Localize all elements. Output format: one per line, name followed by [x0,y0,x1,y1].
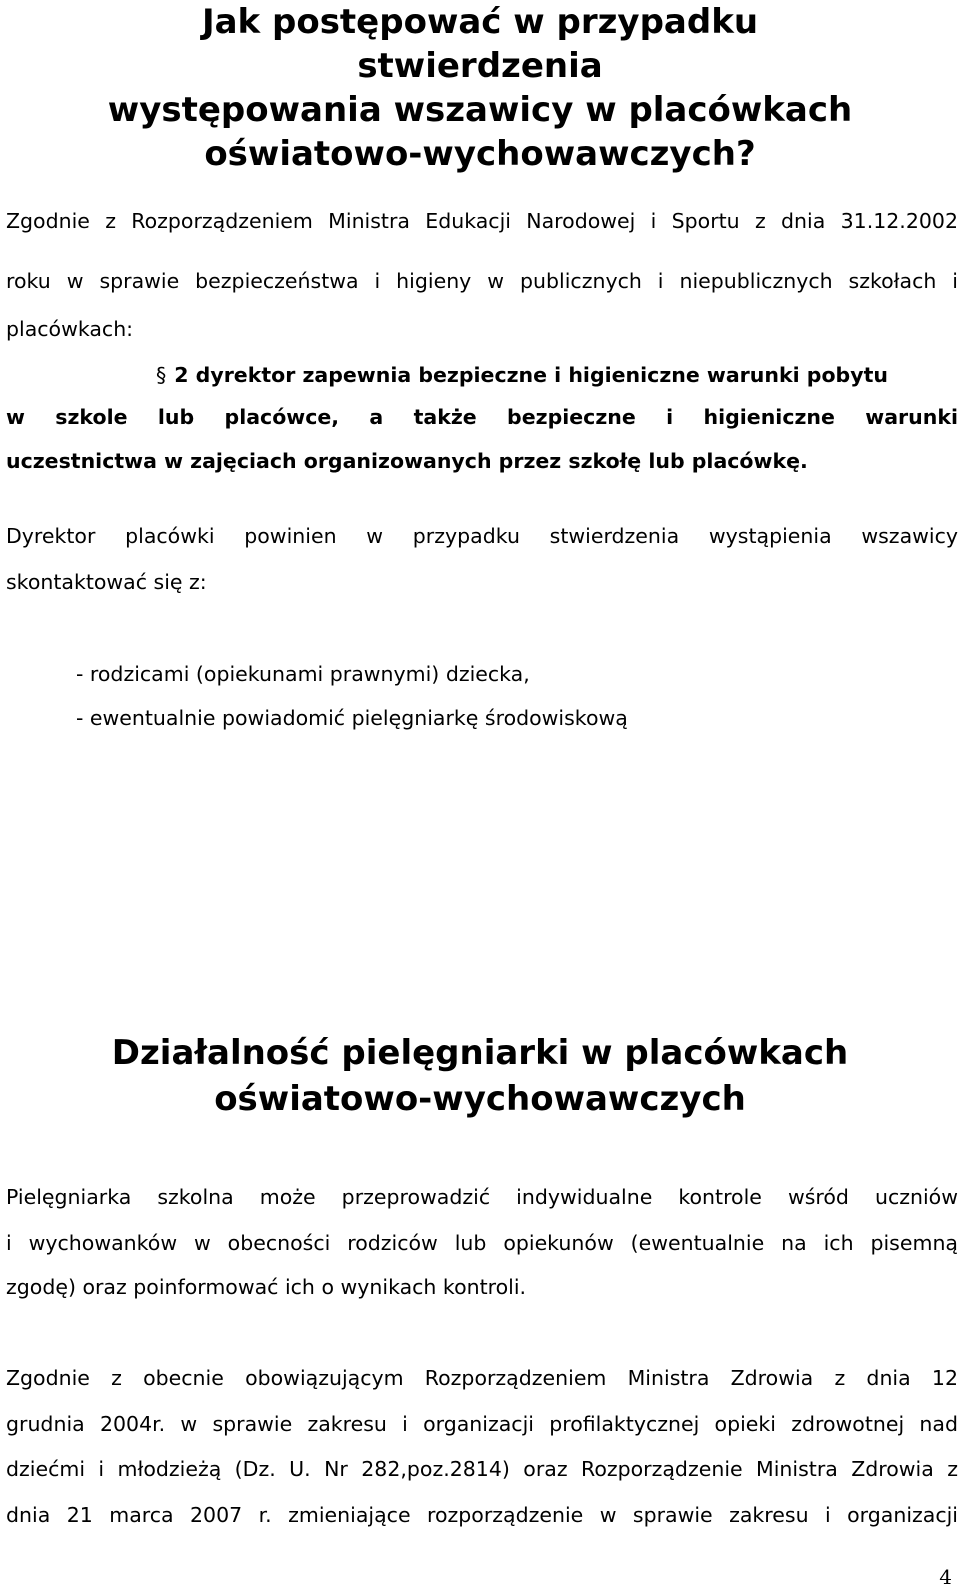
intro-line-2: roku w sprawie bezpieczeństwa i higieny w publicznych i niepublicznych szkołach i [6,269,958,293]
regulation-paragraph-line-1: Zgodnie z obecnie obowiązującym Rozporządzeniem Ministra Zdrowia z dnia 12 [6,1366,958,1390]
section-sign-icon: § [156,363,167,387]
main-heading-line-3: oświatowo-wychowawczych? [204,134,756,174]
regulation-paragraph-line-4: dnia 21 marca 2007 r. zmieniające rozporządzenie w sprawie zakresu i organizacji [6,1503,958,1527]
intro-line-1: Zgodnie z Rozporządzeniem Ministra Edukacji Narodowej i Sportu z dnia 31.12.2002 [6,209,958,233]
regulation-paragraph-line-2: grudnia 2004r. w sprawie zakresu i organizacji profilaktycznej opieki zdrowotnej nad [6,1412,958,1436]
nurse-paragraph-line-1: Pielęgniarka szkolna może przeprowadzić indywidualne kontrole wśród uczniów [6,1185,958,1209]
main-heading-line-1: Jak postępować w przypadku stwierdzenia [201,2,759,86]
contact-item-nurse: - ewentualnie powiadomić pielęgniarkę środowiskową [76,706,628,730]
intro-line-3: placówkach: [6,317,134,341]
page-number: 4 [939,1565,952,1589]
nurse-section-heading [80,1030,880,1122]
nurse-section-heading-line-2: oświatowo-wychowawczych [214,1079,746,1119]
regulation-quote-line-3: uczestnictwa w zajęciach organizowanych przez szkołę lub placówkę. [6,449,808,473]
regulation-quote-text-1: 2 dyrektor zapewnia bezpieczne i higieniczne warunki pobytu [174,363,888,387]
regulation-quote-line-1 [156,360,956,390]
director-paragraph-line-1: Dyrektor placówki powinien w przypadku stwierdzenia wystąpienia wszawicy [6,524,958,548]
contact-item-parents: - rodzicami (opiekunami prawnymi) dziecka, [76,662,530,686]
main-heading-line-2: występowania wszawicy w placówkach [107,90,853,130]
main-heading [80,0,880,176]
regulation-paragraph-line-3: dziećmi i młodzieżą (Dz. U. Nr 282,poz.2814) oraz Rozporządzenie Ministra Zdrowia z [6,1457,958,1481]
nurse-paragraph-line-2: i wychowanków w obecności rodziców lub opiekunów (ewentualnie na ich pisemną [6,1231,958,1255]
nurse-section-heading-line-1: Działalność pielęgniarki w placówkach [111,1033,849,1073]
director-paragraph-line-2: skontaktować się z: [6,570,207,594]
regulation-quote-line-2: w szkole lub placówce, a także bezpieczne i higieniczne warunki [6,405,958,429]
nurse-paragraph-line-3: zgodę) oraz poinformować ich o wynikach kontroli. [6,1275,527,1299]
